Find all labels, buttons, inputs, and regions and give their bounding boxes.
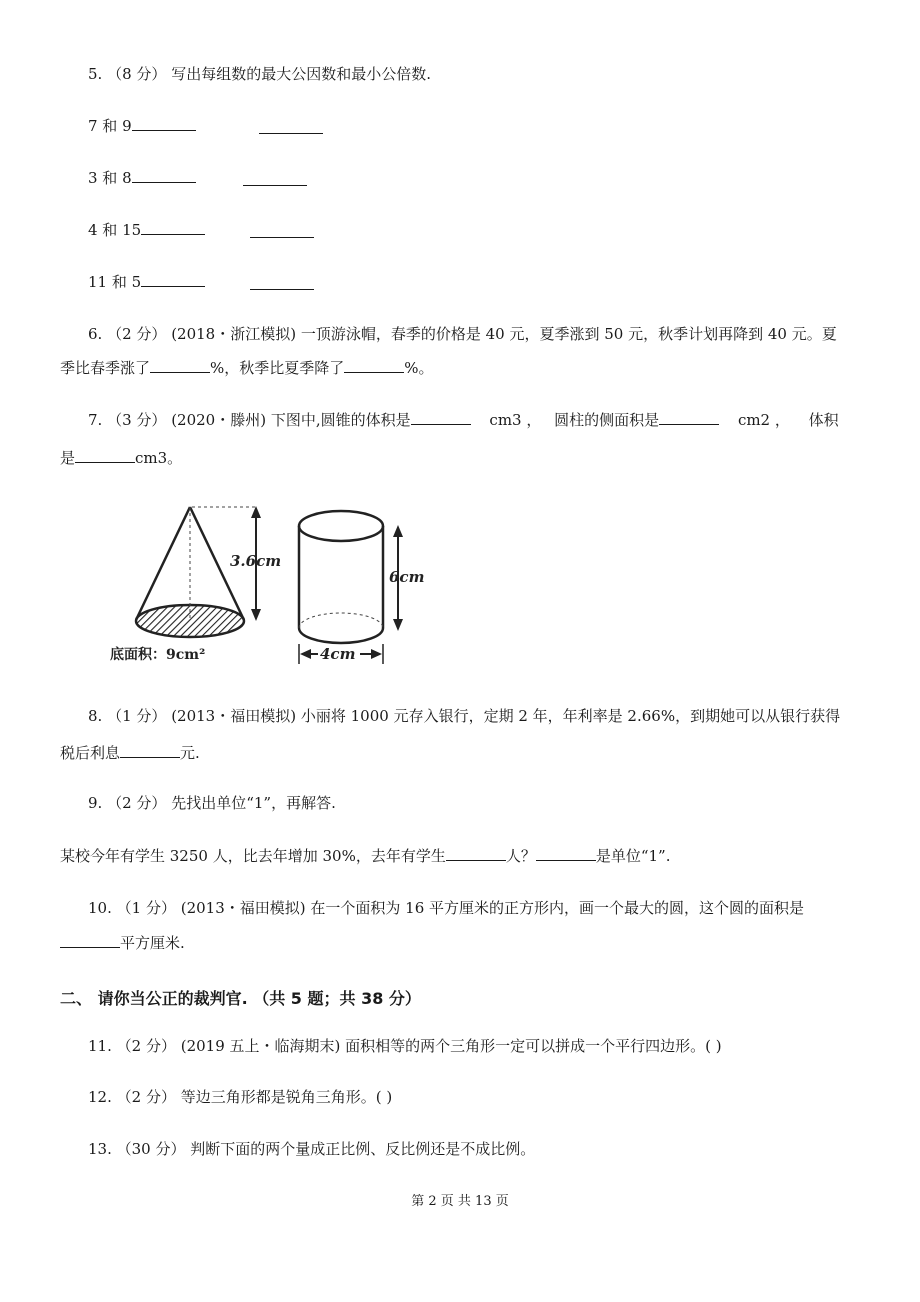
lcm-blank[interactable] <box>259 119 323 134</box>
text-segment: 某校今年有学生 3250 人，比去年增加 30%，去年有学生 <box>60 847 446 865</box>
answer-blank[interactable] <box>75 448 135 463</box>
answer-blank[interactable] <box>536 846 596 861</box>
text-segment: 人？ <box>505 847 536 865</box>
cylinder-shape <box>299 511 383 643</box>
question-text: 在一个面积为 16 平方厘米的正方形内，画一个最大的圆，这个圆的面积是 <box>310 899 805 917</box>
text-segment: 季比春季涨了 <box>60 359 151 377</box>
cylinder-diameter-label: 4cm <box>320 645 356 663</box>
lcm-blank[interactable] <box>250 223 314 238</box>
question-text: 判断下面的两个量成正比例、反比例还是不成比例。 <box>190 1140 536 1158</box>
question-text: 面积相等的两个三角形一定可以拼成一个平行四边形。( ) <box>345 1037 722 1055</box>
question-number: 12. <box>88 1088 112 1106</box>
cylinder-height-label: 6cm <box>389 568 425 586</box>
answer-blank[interactable] <box>446 846 506 861</box>
question-number: 8. <box>88 707 103 725</box>
question-score: （8 分） <box>107 65 167 83</box>
pair-label: 4 和 15 <box>88 221 142 239</box>
question-number: 5. <box>88 65 103 83</box>
question-source: (2013・福田模拟) <box>180 899 306 917</box>
question-11 <box>88 1036 722 1056</box>
answer-blank[interactable] <box>120 743 180 758</box>
question-score: （2 分） <box>116 1037 176 1055</box>
question-source: (2018・浙江模拟) <box>171 325 297 343</box>
question-text: 小丽将 1000 元存入银行，定期 2 年，年利率是 2.66%，到期她可以从银行获得 <box>300 707 841 725</box>
text-segment: 下图中,圆锥的体积是 <box>270 411 411 429</box>
answer-blank[interactable] <box>659 410 719 425</box>
page-footer: 第 2 页 共 13 页 <box>411 1194 509 1209</box>
question-score: （2 分） <box>107 325 167 343</box>
question-6 <box>88 324 837 344</box>
text-segment: 是 <box>60 449 76 467</box>
unit-text: cm2 ， <box>737 411 790 429</box>
q5-pair-row <box>88 220 205 240</box>
question-7 <box>88 410 839 430</box>
text-segment: cm3。 <box>135 449 183 467</box>
gcf-blank[interactable] <box>132 168 196 183</box>
pair-label: 3 和 8 <box>88 169 132 187</box>
text-segment: %。 <box>404 359 434 377</box>
question-number: 7. <box>88 411 103 429</box>
question-8-line2 <box>60 743 200 763</box>
question-source: (2019 五上・临海期末) <box>180 1037 341 1055</box>
question-9-line2 <box>60 846 671 866</box>
cone-shape <box>136 507 258 637</box>
text-segment: 体积 <box>808 411 839 429</box>
question-score: （2 分） <box>116 1088 176 1106</box>
question-number: 13. <box>88 1140 112 1158</box>
q5-pair-row <box>88 116 196 136</box>
text-segment: 圆柱的侧面积是 <box>554 411 660 429</box>
question-13 <box>88 1139 535 1159</box>
cone-height-label: 3.6cm <box>230 552 282 570</box>
question-number: 9. <box>88 794 103 812</box>
question-6-line2 <box>60 358 434 378</box>
text-segment: 税后利息 <box>60 744 121 762</box>
cone-cylinder-figure <box>108 496 428 672</box>
question-source: (2020・滕州) <box>171 411 267 429</box>
question-12 <box>88 1087 392 1107</box>
question-7-line2 <box>60 448 182 468</box>
question-text: 先找出单位“1”，再解答. <box>171 794 336 812</box>
question-5 <box>88 64 431 84</box>
question-text: 等边三角形都是锐角三角形。( ) <box>180 1088 393 1106</box>
text-segment: 是单位“1”. <box>595 847 671 865</box>
question-text: 一顶游泳帽，春季的价格是 40 元，夏季涨到 50 元，秋季计划再降到 40 元。夏 <box>300 325 837 343</box>
pair-label: 11 和 5 <box>88 273 142 291</box>
question-score: （1 分） <box>107 707 167 725</box>
question-score: （1 分） <box>116 899 176 917</box>
answer-blank[interactable] <box>411 410 471 425</box>
cone-base-label: 底面积：9cm² <box>110 647 206 663</box>
answer-blank[interactable] <box>60 933 120 948</box>
question-number: 11. <box>88 1037 112 1055</box>
question-number: 10. <box>88 899 112 917</box>
question-10-line2 <box>60 933 185 953</box>
unit-text: cm3 ， <box>489 411 542 429</box>
answer-blank[interactable] <box>344 358 404 373</box>
question-score: （30 分） <box>116 1140 186 1158</box>
question-score: （3 分） <box>107 411 167 429</box>
section-heading: 二、 请你当公正的裁判官. （共 5 题；共 38 分） <box>60 989 421 1008</box>
q5-pair-row <box>88 168 196 188</box>
question-score: （2 分） <box>107 794 167 812</box>
text-segment: 元. <box>180 744 200 762</box>
question-number: 6. <box>88 325 103 343</box>
pair-label: 7 和 9 <box>88 117 132 135</box>
question-8 <box>88 706 840 726</box>
gcf-blank[interactable] <box>141 220 205 235</box>
lcm-blank[interactable] <box>243 171 307 186</box>
text-segment: %，秋季比夏季降了 <box>210 359 345 377</box>
gcf-blank[interactable] <box>141 272 205 287</box>
text-segment: 平方厘米. <box>120 934 185 952</box>
question-10 <box>88 898 804 918</box>
question-9 <box>88 793 336 813</box>
question-source: (2013・福田模拟) <box>171 707 297 725</box>
lcm-blank[interactable] <box>250 275 314 290</box>
gcf-blank[interactable] <box>132 116 196 131</box>
question-text: 写出每组数的最大公因数和最小公倍数. <box>171 65 431 83</box>
answer-blank[interactable] <box>150 358 210 373</box>
q5-pair-row <box>88 272 205 292</box>
